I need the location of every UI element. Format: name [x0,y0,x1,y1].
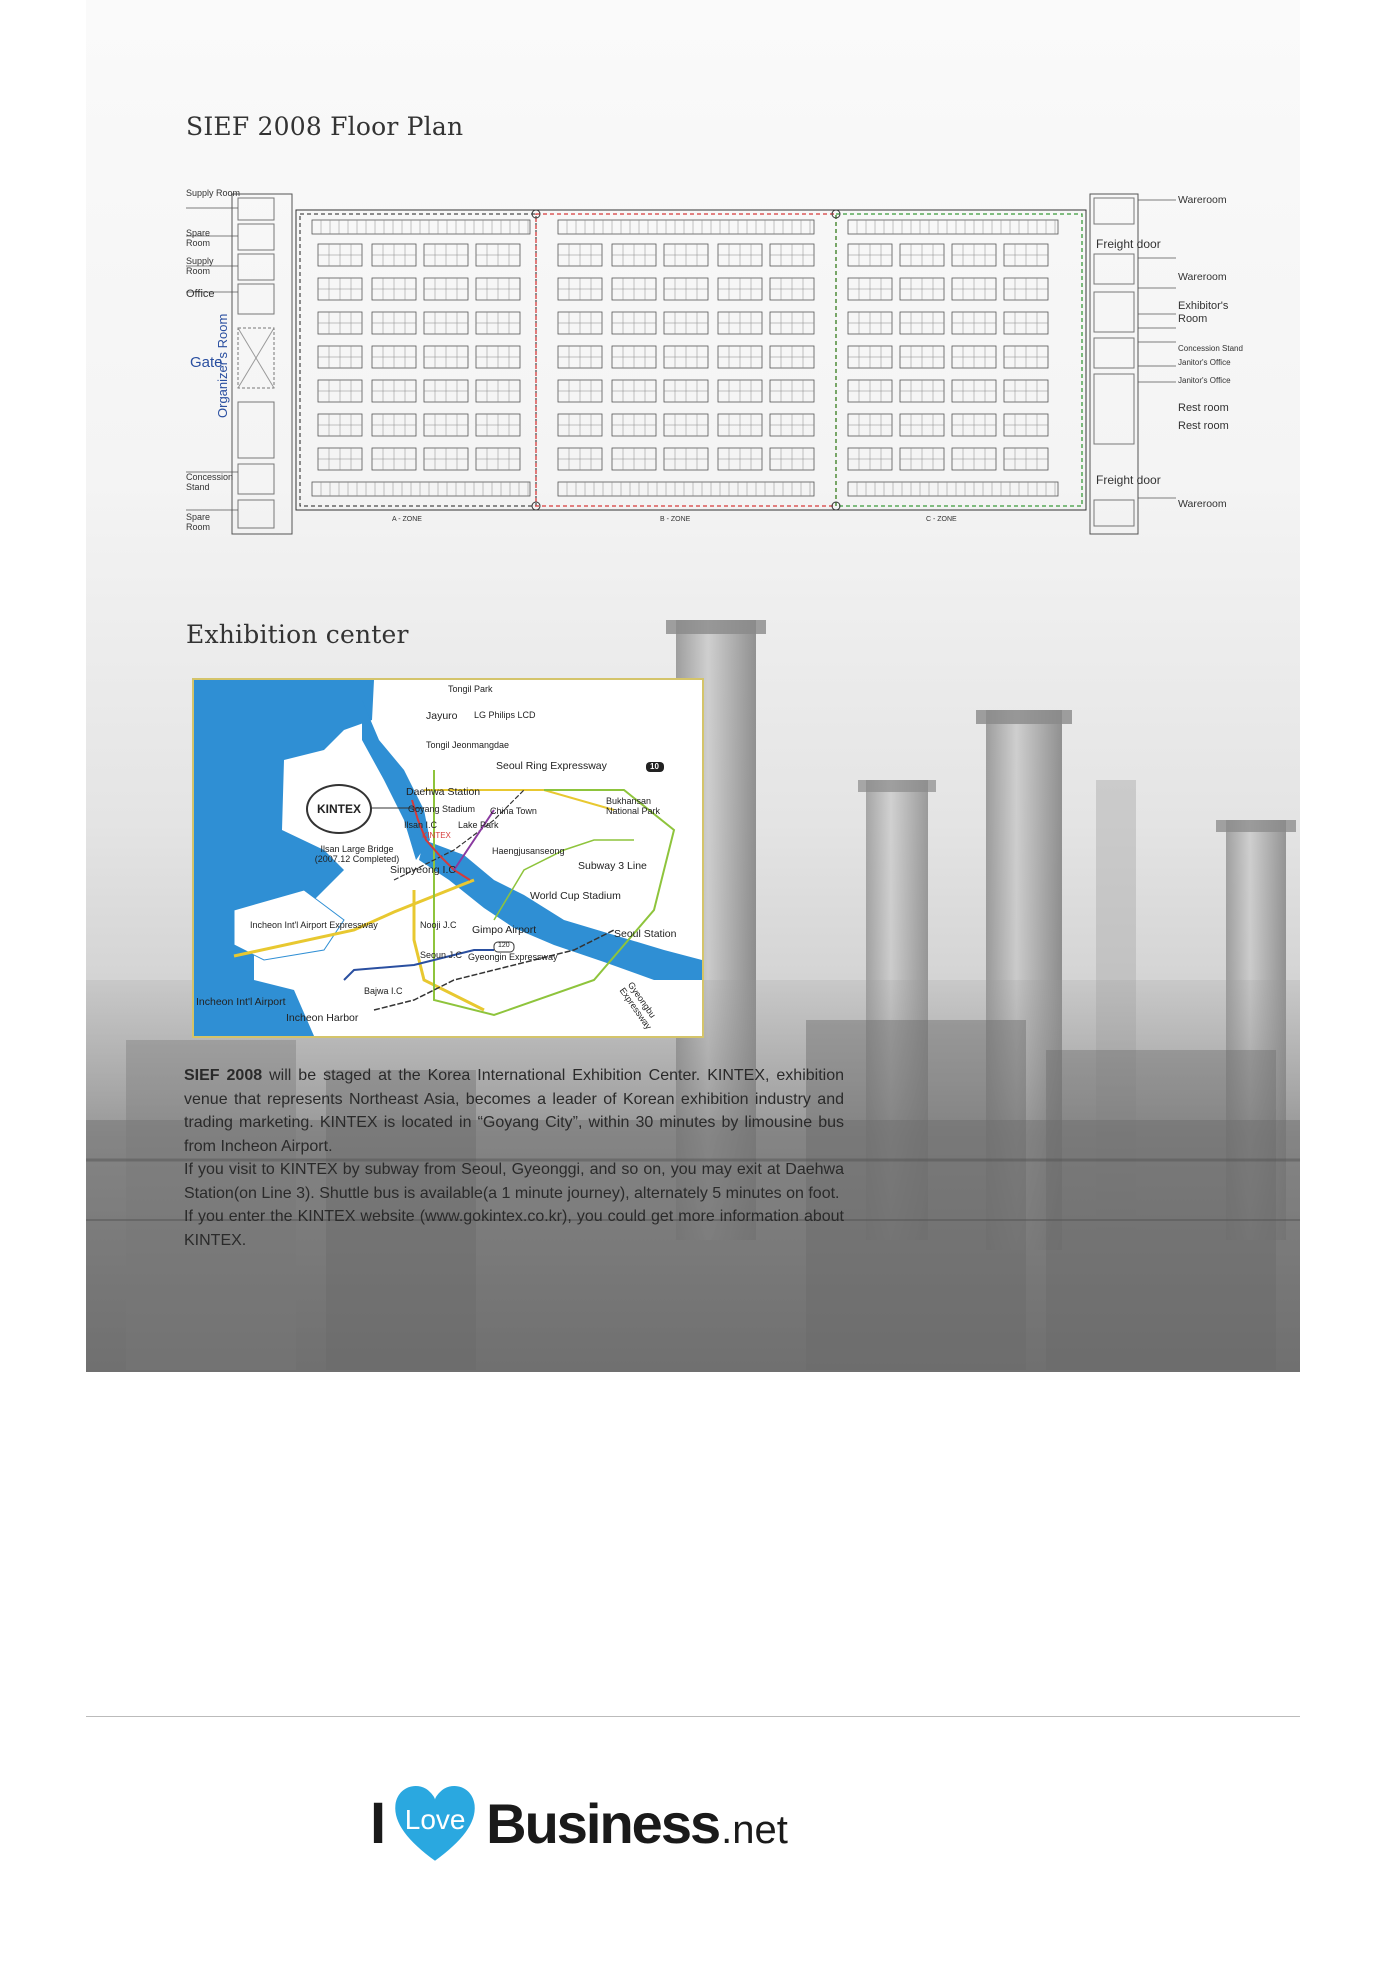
floor-plan-title: SIEF 2008 Floor Plan [186,112,464,141]
heart-icon [390,1778,480,1868]
zone-c-label: C - ZONE [926,516,957,523]
map-gimpo: Gimpo Airport [472,924,537,936]
description-p1-text: will be staged at the Korea International Exhibition Center. KINTEX, exhibition venue that represents Northeast Asia, becomes a leader of Korean exhibition industry and trading marketing. KINTEX is located in “Goyang City”, within 30 minutes by limousine bus from Incheon Airport. [184,1067,845,1155]
booth-row [312,482,530,496]
i-love-business-logo [370,1778,788,1868]
gate-label: Gate [190,354,223,371]
logo-love-text: Love [404,1804,466,1835]
map-incheon-airport: Incheon Int'l Airport [196,996,286,1008]
description-lead: SIEF 2008 [184,1067,263,1084]
zone-a-label: A - ZONE [392,516,422,523]
map-jayuro: Jayuro [426,710,458,722]
map-seoun: Seoun J.C [420,950,463,960]
map-china-town: China Town [490,806,537,816]
map-bajwa: Bajwa I.C [364,986,403,996]
location-map [192,678,704,1038]
exhibition-center-title: Exhibition center [186,620,409,649]
map-gyeongin: Gyeongin Expressway [468,952,558,962]
map-tongil-jeonmangdae: Tongil Jeonmangdae [426,740,510,750]
freight-door-top-label: Freight door [1096,237,1161,251]
concession-stand-left-label: Concession Stand [186,472,234,492]
kintex-marker: KINTEX [306,784,372,834]
map-sinpyeong: Sinpyeong I.C [390,864,456,876]
map-tongil-park: Tongil Park [448,684,493,694]
zone-b-label: B - ZONE [660,516,691,523]
wareroom-1-label: Wareroom [1178,194,1227,206]
janitors-office-1-label: Janitor's Office [1178,358,1231,367]
map-bukhansan: Bukhansan National Park [606,796,661,816]
exhibitors-room-label: Exhibitor's Room [1178,300,1229,325]
description-paragraph-2: If you visit to KINTEX by subway from Seoul, Gyeonggi, and so on, you may exit at Daehwa Station(on Line 3). Shuttle bus is available(a 1 minute journey), alternately 5 minutes on foot. [184,1161,844,1202]
map-ilsan-bridge: Ilsan Large Bridge (2007.12 Completed) [314,844,400,864]
booth-grid [312,220,1058,496]
exhibition-description [184,1064,844,1252]
map-kintex-small: KINTEX [422,831,451,840]
floor-plan [186,188,1246,548]
map-seoul-ring: Seoul Ring Expressway [496,760,607,772]
booth-row [848,220,1058,234]
booth-row [312,220,530,234]
map-nooji: Nooji J.C [420,920,457,930]
supply-room-label: Supply Room [186,256,214,276]
map-subway3: Subway 3 Line [578,860,647,872]
freight-door-bottom-label: Freight door [1096,473,1161,487]
booth-row [558,482,814,496]
spare-room-top-label: Spare Room [186,228,211,248]
map-ilsan-ic: Ilsan I.C [404,820,438,830]
logo-letter-i: I [370,1790,387,1856]
map-seoul-station: Seoul Station [614,928,677,940]
map-haengjusanseong: Haengjusanseong [492,846,565,856]
wareroom-2-label: Wareroom [1178,271,1227,283]
logo-net-text: .net [721,1807,788,1852]
map-daehwa: Daehwa Station [406,786,481,798]
map-incheon-harbor: Incheon Harbor [286,1012,359,1024]
supply-room-top-label: Supply Room [186,188,241,198]
office-label: Office [186,288,215,300]
wareroom-3-label: Wareroom [1178,498,1227,510]
rest-room-2-label: Rest room [1178,420,1229,432]
map-goyang-stadium: Goyang Stadium [408,804,476,814]
rest-room-1-label: Rest room [1178,402,1229,414]
footer-divider [86,1716,1300,1717]
map-worldcup: World Cup Stadium [530,890,621,902]
booth-row [558,220,814,234]
booth-row [848,482,1058,496]
map-ring-number: 10 [650,762,659,771]
description-paragraph-1 [184,1064,844,1158]
janitors-office-2-label: Janitor's Office [1178,376,1231,385]
concession-stand-right-label: Concession Stand [1178,344,1243,353]
logo-business-text: Business [486,1791,720,1855]
map-gyeongin-number: 120 [498,942,510,949]
map-lake-park: Lake Park [458,820,499,830]
spare-room-bottom-label: Spare Room [186,512,211,532]
map-lg-philips: LG Philips LCD [474,710,536,720]
description-paragraph-3: If you enter the KINTEX website (www.gokintex.co.kr), you could get more information about KINTEX. [184,1208,844,1249]
floor-plan-drawing [186,188,1246,548]
map-gyeongbu: Gyeongbu Expressway [617,980,658,1032]
organizers-room-label: Organizer's Room [215,313,230,418]
map-incheon-expressway: Incheon Int'l Airport Expressway [250,920,378,930]
map-drawing [194,680,702,1036]
